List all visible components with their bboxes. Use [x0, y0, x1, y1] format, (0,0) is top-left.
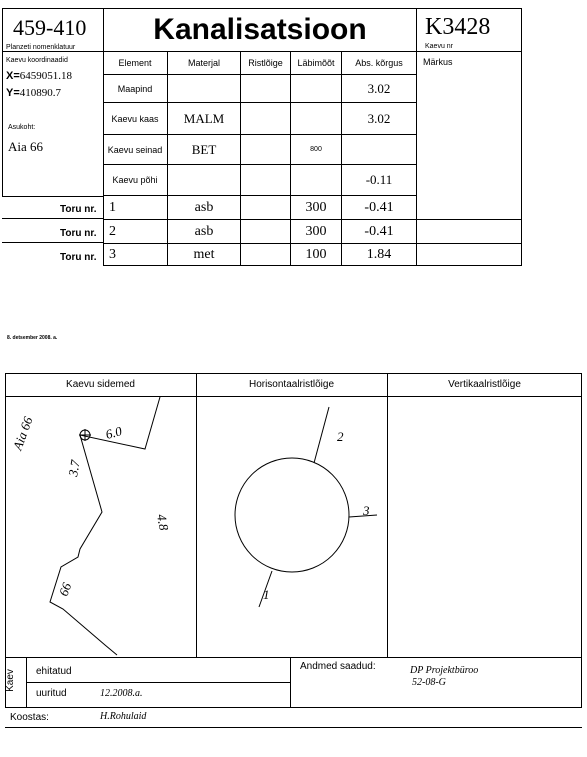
- connections-sketch: [5, 397, 196, 657]
- row-height: 3.02: [342, 103, 417, 135]
- x-value: 6459051.18: [19, 70, 73, 82]
- title-box: [103, 8, 417, 52]
- col-header-cross: Ristlõige: [241, 51, 291, 75]
- pipe-diameter: 100: [291, 244, 342, 266]
- drawing-title-connections: Kaevu sidemed: [66, 379, 135, 390]
- pipe-label: Toru nr.: [60, 204, 97, 215]
- pipe-no: 3: [103, 244, 168, 266]
- footer-row-divider: [26, 682, 290, 683]
- sketch-label: 3.7: [65, 458, 83, 478]
- pipe-cross: [241, 196, 291, 220]
- horizontal-section-sketch: [197, 397, 387, 657]
- col-header-height: Abs. kõrgus: [342, 51, 417, 75]
- pipe-diameter: 300: [291, 220, 342, 244]
- y-label: Y=: [6, 87, 20, 99]
- page-title: Kanalisatsioon: [153, 13, 367, 46]
- drawings-divider-2: [387, 373, 388, 658]
- row-material: MALM: [168, 103, 241, 135]
- col-header-notes: Märkus: [423, 57, 453, 67]
- pipe-diameter: 300: [291, 196, 342, 220]
- row-diameter: [291, 75, 342, 103]
- y-coordinate: [6, 87, 61, 99]
- drawing-title-vertical: Vertikaalristlõige: [448, 379, 521, 390]
- footer-frame: [5, 658, 582, 708]
- pipe-notes: [417, 220, 522, 244]
- measured-value: 12.2008.a.: [100, 688, 143, 699]
- location-label: Asukoht:: [8, 124, 36, 131]
- pipe-number-label: 1: [263, 587, 270, 602]
- drawing-title-horizontal: Horisontaalristlõige: [248, 379, 335, 390]
- sketch-label: 4.8: [154, 512, 172, 532]
- nomenclature-box: [2, 8, 104, 52]
- pipe-no: 2: [103, 220, 168, 244]
- row-element: Maapind: [103, 75, 168, 103]
- location-value: Aia 66: [8, 139, 44, 154]
- compiled-label: Koostas:: [10, 712, 49, 723]
- nomenclature-label: Planzeti nomenklatuur: [6, 44, 76, 51]
- pipe-notes: [417, 244, 522, 266]
- pipe-label: Toru nr.: [60, 228, 97, 239]
- sketch-label: Aia 66: [9, 414, 36, 453]
- date-note: 8. detsember 2008. a.: [7, 335, 58, 341]
- well-circle: [235, 458, 349, 572]
- pipe-label-line: [2, 242, 103, 243]
- row-material: [168, 165, 241, 196]
- pipe-material: asb: [168, 196, 241, 220]
- row-element: Kaevu põhi: [103, 165, 168, 196]
- kaev-label: Kaev: [4, 669, 16, 692]
- table-right-border: [521, 51, 522, 266]
- pipe-height: -0.41: [342, 220, 417, 244]
- notes-divider: [416, 51, 417, 196]
- boundary-line: [50, 397, 160, 655]
- row-element: Kaevu seinad: [103, 135, 168, 165]
- pipe-material: met: [168, 244, 241, 266]
- row-height: 3.02: [342, 75, 417, 103]
- col-header-diameter: Läbimõõt: [291, 51, 342, 75]
- x-coordinate: [6, 70, 72, 82]
- pipe-notes: [417, 196, 522, 220]
- row-material: BET: [168, 135, 241, 165]
- sketch-label: 66: [55, 580, 75, 599]
- pipe-line-2: [314, 407, 329, 463]
- pipe-material: asb: [168, 220, 241, 244]
- left-panel: [2, 51, 104, 197]
- row-diameter: 800: [291, 135, 342, 165]
- sketch-label: 6.0: [103, 423, 124, 442]
- coords-label: Kaevu koordinaadid: [6, 57, 68, 64]
- pipe-no: 1: [103, 196, 168, 220]
- pipe-cross: [241, 244, 291, 266]
- pipe-cross: [241, 220, 291, 244]
- built-label: ehitatud: [36, 666, 72, 677]
- row-cross: [241, 135, 291, 165]
- row-material: [168, 75, 241, 103]
- measured-label: uuritud: [36, 688, 67, 699]
- compiled-value: H.Rohulaid: [100, 711, 147, 722]
- source-value-2: 52-08-G: [412, 677, 446, 688]
- compiled-line: [5, 727, 582, 728]
- pipe-label-line: [2, 218, 103, 219]
- pipe-number-label: 2: [337, 429, 344, 444]
- col-header-element: Element: [103, 51, 168, 75]
- pipe-label: Toru nr.: [60, 252, 97, 263]
- source-label: Andmed saadud:: [300, 661, 376, 672]
- row-element: Kaevu kaas: [103, 103, 168, 135]
- row-height: [342, 135, 417, 165]
- source-value-1: DP Projektbüroo: [410, 665, 479, 676]
- well-no-value: K3428: [425, 14, 491, 40]
- row-cross: [241, 75, 291, 103]
- row-diameter: [291, 165, 342, 196]
- table-left-border: [103, 51, 104, 266]
- data-table: [103, 51, 522, 266]
- well-no-label: Kaevu nr: [425, 43, 454, 50]
- row-cross: [241, 103, 291, 135]
- row-diameter: [291, 103, 342, 135]
- row-cross: [241, 165, 291, 196]
- x-label: X=: [6, 70, 20, 82]
- pipe-height: -0.41: [342, 196, 417, 220]
- nomenclature-value: 459-410: [13, 15, 87, 40]
- pipe-height: 1.84: [342, 244, 417, 266]
- y-value: 410890.7: [19, 87, 62, 99]
- row-height: -0.11: [342, 165, 417, 196]
- footer-mid-divider: [290, 658, 291, 708]
- footer-kaev-divider: [26, 658, 27, 708]
- col-header-material: Materjal: [168, 51, 241, 75]
- pipe-number-label: 3: [363, 503, 370, 518]
- well-no-box: [416, 8, 522, 52]
